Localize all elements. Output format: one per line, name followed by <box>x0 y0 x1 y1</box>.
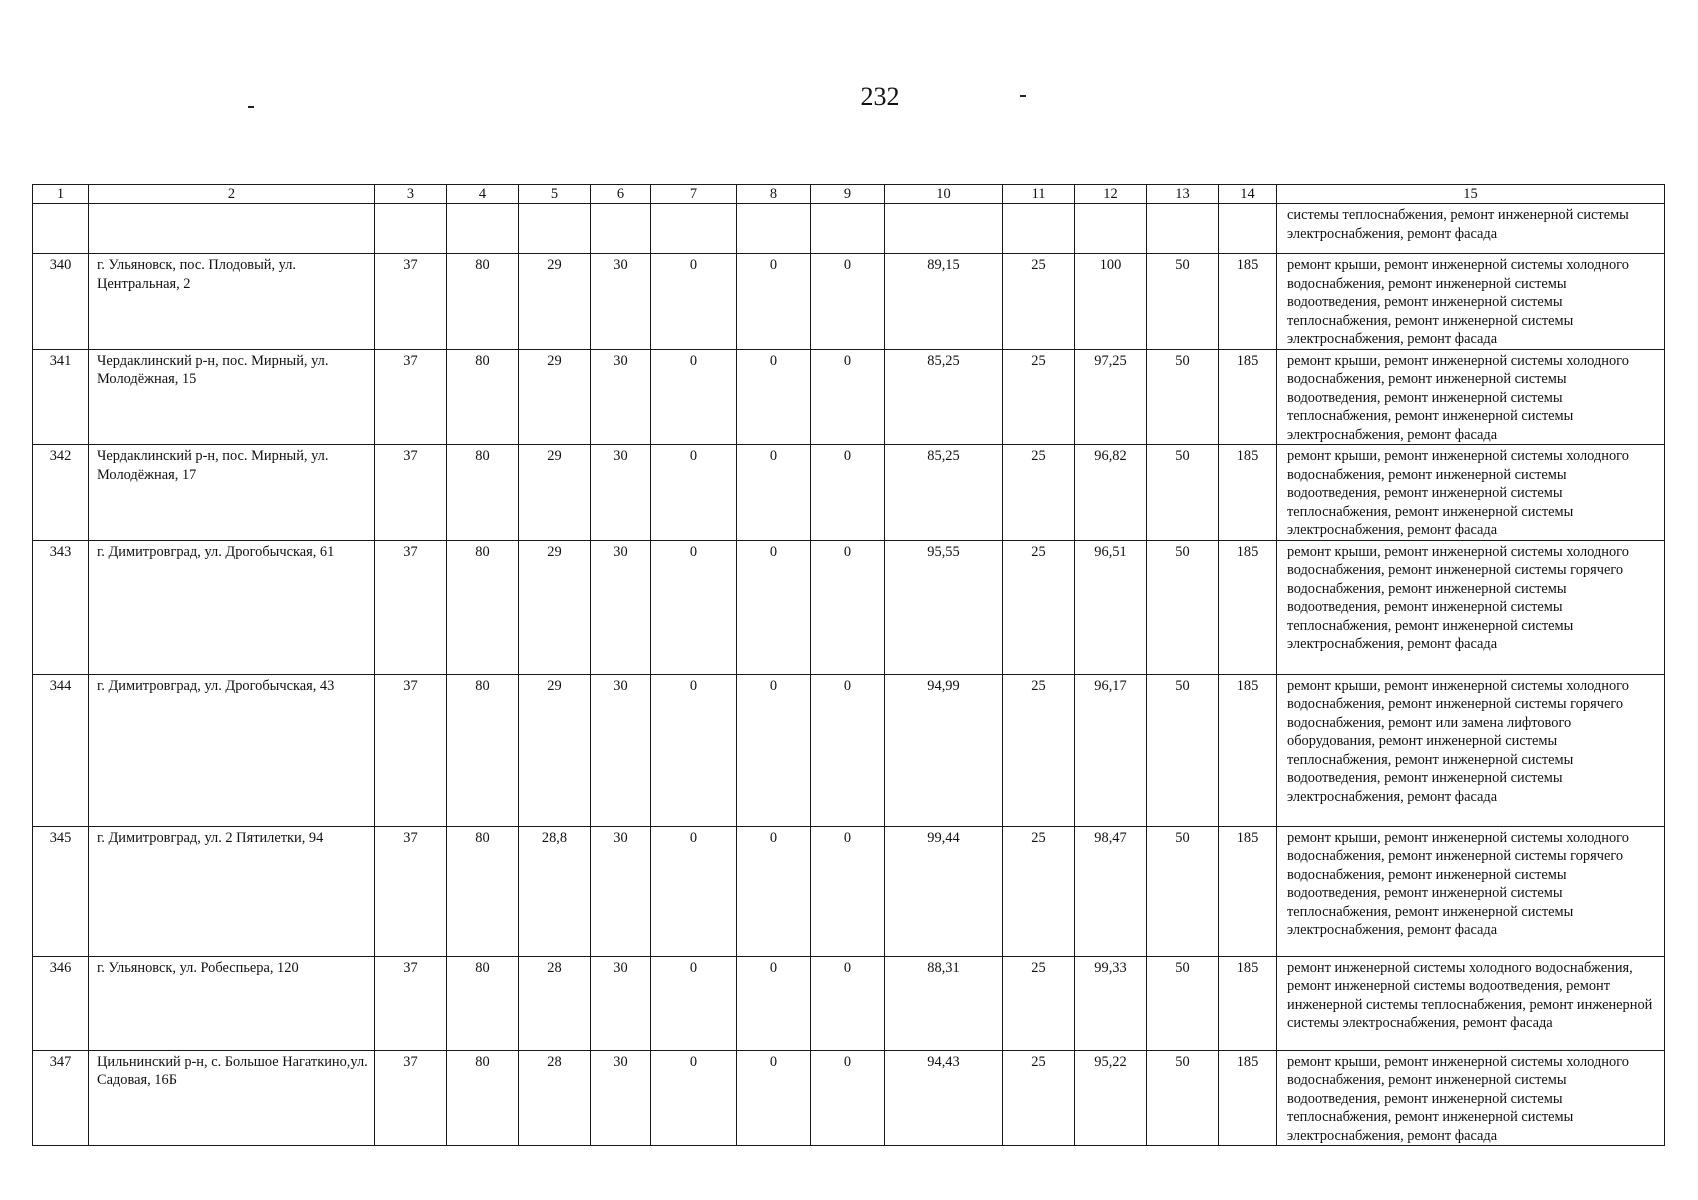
col5-value: 28,8 <box>519 826 591 956</box>
col5-value: 29 <box>519 445 591 541</box>
col12-value: 100 <box>1075 254 1147 350</box>
col13-value: 50 <box>1147 826 1219 956</box>
table-row <box>33 826 1665 956</box>
empty-cell <box>33 204 89 254</box>
col14-value: 185 <box>1219 674 1277 826</box>
col7-value: 0 <box>651 445 737 541</box>
empty-cell <box>591 204 651 254</box>
works-list-cell: системы теплоснабжения, ремонт инженерной системы электроснабжения, ремонт фасада <box>1277 204 1665 254</box>
empty-cell <box>737 204 811 254</box>
col3-value: 37 <box>375 1050 447 1146</box>
col14-value: 185 <box>1219 254 1277 350</box>
col8-value: 0 <box>737 445 811 541</box>
column-number-1: 1 <box>33 185 89 204</box>
col4-value: 80 <box>447 674 519 826</box>
col14-value: 185 <box>1219 349 1277 445</box>
column-number-3: 3 <box>375 185 447 204</box>
col3-value: 37 <box>375 254 447 350</box>
col11-value: 25 <box>1003 540 1075 674</box>
col6-value: 30 <box>591 674 651 826</box>
empty-cell <box>1075 204 1147 254</box>
col7-value: 0 <box>651 254 737 350</box>
col8-value: 0 <box>737 956 811 1050</box>
col3-value: 37 <box>375 540 447 674</box>
col6-value: 30 <box>591 445 651 541</box>
table-row <box>33 1050 1665 1146</box>
address-cell: г. Ульяновск, ул. Робеспьера, 120 <box>89 956 375 1050</box>
col10-value: 95,55 <box>885 540 1003 674</box>
works-list-cell: ремонт крыши, ремонт инженерной системы холодного водоснабжения, ремонт инженерной системы горячего водоснабжения, ремонт или замена лифтового оборудования, ремонт инженерной системы теплоснабжения, ремонт инженерной системы водоотведения, ремонт инженерной системы электроснабжения, ремонт фасада <box>1277 674 1665 826</box>
col5-value: 28 <box>519 956 591 1050</box>
col4-value: 80 <box>447 826 519 956</box>
table-row <box>33 674 1665 826</box>
col8-value: 0 <box>737 1050 811 1146</box>
col7-value: 0 <box>651 540 737 674</box>
empty-cell <box>89 204 375 254</box>
col12-value: 97,25 <box>1075 349 1147 445</box>
col14-value: 185 <box>1219 956 1277 1050</box>
column-number-8: 8 <box>737 185 811 204</box>
empty-cell <box>651 204 737 254</box>
col4-value: 80 <box>447 540 519 674</box>
col4-value: 80 <box>447 254 519 350</box>
col9-value: 0 <box>811 445 885 541</box>
empty-cell <box>885 204 1003 254</box>
col5-value: 29 <box>519 254 591 350</box>
address-cell: г. Димитровград, ул. Дрогобычская, 43 <box>89 674 375 826</box>
scan-speck <box>248 106 254 108</box>
column-number-13: 13 <box>1147 185 1219 204</box>
col4-value: 80 <box>447 956 519 1050</box>
repair-table-sheet <box>32 184 1664 1146</box>
col13-value: 50 <box>1147 956 1219 1050</box>
table-row <box>33 956 1665 1050</box>
col3-value: 37 <box>375 826 447 956</box>
col6-value: 30 <box>591 826 651 956</box>
col11-value: 25 <box>1003 1050 1075 1146</box>
col10-value: 85,25 <box>885 445 1003 541</box>
col6-value: 30 <box>591 1050 651 1146</box>
col10-value: 94,43 <box>885 1050 1003 1146</box>
address-cell: Цильнинский р-н, с. Большое Нагаткино,ул. Садовая, 16Б <box>89 1050 375 1146</box>
column-number-12: 12 <box>1075 185 1147 204</box>
col11-value: 25 <box>1003 445 1075 541</box>
col11-value: 25 <box>1003 956 1075 1050</box>
col7-value: 0 <box>651 956 737 1050</box>
col8-value: 0 <box>737 254 811 350</box>
col6-value: 30 <box>591 349 651 445</box>
works-list-cell: ремонт крыши, ремонт инженерной системы холодного водоснабжения, ремонт инженерной системы водоотведения, ремонт инженерной системы теплоснабжения, ремонт инженерной системы электроснабжения, ремонт фасада <box>1277 1050 1665 1146</box>
empty-cell <box>811 204 885 254</box>
col12-value: 95,22 <box>1075 1050 1147 1146</box>
address-cell: г. Ульяновск, пос. Плодовый, ул. Центральная, 2 <box>89 254 375 350</box>
col13-value: 50 <box>1147 254 1219 350</box>
col12-value: 99,33 <box>1075 956 1147 1050</box>
table-row <box>33 445 1665 541</box>
col3-value: 37 <box>375 956 447 1050</box>
row-number: 343 <box>33 540 89 674</box>
column-number-7: 7 <box>651 185 737 204</box>
col14-value: 185 <box>1219 826 1277 956</box>
col9-value: 0 <box>811 674 885 826</box>
col4-value: 80 <box>447 1050 519 1146</box>
col10-value: 88,31 <box>885 956 1003 1050</box>
col11-value: 25 <box>1003 349 1075 445</box>
col6-value: 30 <box>591 254 651 350</box>
column-number-5: 5 <box>519 185 591 204</box>
col9-value: 0 <box>811 826 885 956</box>
column-number-4: 4 <box>447 185 519 204</box>
column-number-9: 9 <box>811 185 885 204</box>
address-cell: Чердаклинский р-н, пос. Мирный, ул. Молодёжная, 15 <box>89 349 375 445</box>
col3-value: 37 <box>375 674 447 826</box>
col12-value: 96,82 <box>1075 445 1147 541</box>
repair-table <box>32 184 1665 1146</box>
page-number: 232 <box>860 82 900 111</box>
col5-value: 29 <box>519 674 591 826</box>
col4-value: 80 <box>447 445 519 541</box>
col10-value: 99,44 <box>885 826 1003 956</box>
col11-value: 25 <box>1003 254 1075 350</box>
col8-value: 0 <box>737 826 811 956</box>
row-number: 345 <box>33 826 89 956</box>
address-cell: Чердаклинский р-н, пос. Мирный, ул. Молодёжная, 17 <box>89 445 375 541</box>
col8-value: 0 <box>737 349 811 445</box>
empty-cell <box>375 204 447 254</box>
col10-value: 89,15 <box>885 254 1003 350</box>
column-number-14: 14 <box>1219 185 1277 204</box>
column-number-row <box>33 185 1665 204</box>
column-number-6: 6 <box>591 185 651 204</box>
col14-value: 185 <box>1219 445 1277 541</box>
col9-value: 0 <box>811 540 885 674</box>
col8-value: 0 <box>737 674 811 826</box>
col13-value: 50 <box>1147 445 1219 541</box>
col9-value: 0 <box>811 349 885 445</box>
works-list-cell: ремонт крыши, ремонт инженерной системы холодного водоснабжения, ремонт инженерной системы горячего водоснабжения, ремонт инженерной системы водоотведения, ремонт инженерной системы теплоснабжения, ремонт инженерной системы электроснабжения, ремонт фасада <box>1277 540 1665 674</box>
col14-value: 185 <box>1219 1050 1277 1146</box>
column-number-15: 15 <box>1277 185 1665 204</box>
table-row <box>33 540 1665 674</box>
col7-value: 0 <box>651 674 737 826</box>
col13-value: 50 <box>1147 1050 1219 1146</box>
table-row <box>33 349 1665 445</box>
row-number: 347 <box>33 1050 89 1146</box>
works-list-cell: ремонт крыши, ремонт инженерной системы холодного водоснабжения, ремонт инженерной системы водоотведения, ремонт инженерной системы теплоснабжения, ремонт инженерной системы электроснабжения, ремонт фасада <box>1277 349 1665 445</box>
col5-value: 29 <box>519 349 591 445</box>
col12-value: 96,17 <box>1075 674 1147 826</box>
col9-value: 0 <box>811 254 885 350</box>
col8-value: 0 <box>737 540 811 674</box>
col12-value: 98,47 <box>1075 826 1147 956</box>
table-row <box>33 254 1665 350</box>
col7-value: 0 <box>651 349 737 445</box>
address-cell: г. Димитровград, ул. Дрогобычская, 61 <box>89 540 375 674</box>
continuation-row <box>33 204 1665 254</box>
works-list-cell: ремонт крыши, ремонт инженерной системы холодного водоснабжения, ремонт инженерной системы водоотведения, ремонт инженерной системы теплоснабжения, ремонт инженерной системы электроснабжения, ремонт фасада <box>1277 445 1665 541</box>
col13-value: 50 <box>1147 349 1219 445</box>
empty-cell <box>519 204 591 254</box>
row-number: 342 <box>33 445 89 541</box>
col5-value: 28 <box>519 1050 591 1146</box>
empty-cell <box>1147 204 1219 254</box>
col13-value: 50 <box>1147 540 1219 674</box>
col5-value: 29 <box>519 540 591 674</box>
works-list-cell: ремонт инженерной системы холодного водоснабжения, ремонт инженерной системы водоотведения, ремонт инженерной системы теплоснабжения, ремонт инженерной системы электроснабжения, ремонт фасада <box>1277 956 1665 1050</box>
address-cell: г. Димитровград, ул. 2 Пятилетки, 94 <box>89 826 375 956</box>
col7-value: 0 <box>651 1050 737 1146</box>
scan-speck <box>1020 95 1026 97</box>
empty-cell <box>1219 204 1277 254</box>
col4-value: 80 <box>447 349 519 445</box>
works-list-cell: ремонт крыши, ремонт инженерной системы холодного водоснабжения, ремонт инженерной системы водоотведения, ремонт инженерной системы теплоснабжения, ремонт инженерной системы электроснабжения, ремонт фасада <box>1277 254 1665 350</box>
empty-cell <box>1003 204 1075 254</box>
col13-value: 50 <box>1147 674 1219 826</box>
col11-value: 25 <box>1003 826 1075 956</box>
row-number: 340 <box>33 254 89 350</box>
col9-value: 0 <box>811 956 885 1050</box>
row-number: 341 <box>33 349 89 445</box>
col11-value: 25 <box>1003 674 1075 826</box>
col6-value: 30 <box>591 540 651 674</box>
empty-cell <box>447 204 519 254</box>
col12-value: 96,51 <box>1075 540 1147 674</box>
col14-value: 185 <box>1219 540 1277 674</box>
col9-value: 0 <box>811 1050 885 1146</box>
column-number-11: 11 <box>1003 185 1075 204</box>
row-number: 346 <box>33 956 89 1050</box>
col10-value: 94,99 <box>885 674 1003 826</box>
row-number: 344 <box>33 674 89 826</box>
col3-value: 37 <box>375 445 447 541</box>
col7-value: 0 <box>651 826 737 956</box>
works-list-cell: ремонт крыши, ремонт инженерной системы холодного водоснабжения, ремонт инженерной системы горячего водоснабжения, ремонт инженерной системы водоотведения, ремонт инженерной системы теплоснабжения, ремонт инженерной системы электроснабжения, ремонт фасада <box>1277 826 1665 956</box>
col6-value: 30 <box>591 956 651 1050</box>
column-number-10: 10 <box>885 185 1003 204</box>
column-number-2: 2 <box>89 185 375 204</box>
col3-value: 37 <box>375 349 447 445</box>
col10-value: 85,25 <box>885 349 1003 445</box>
